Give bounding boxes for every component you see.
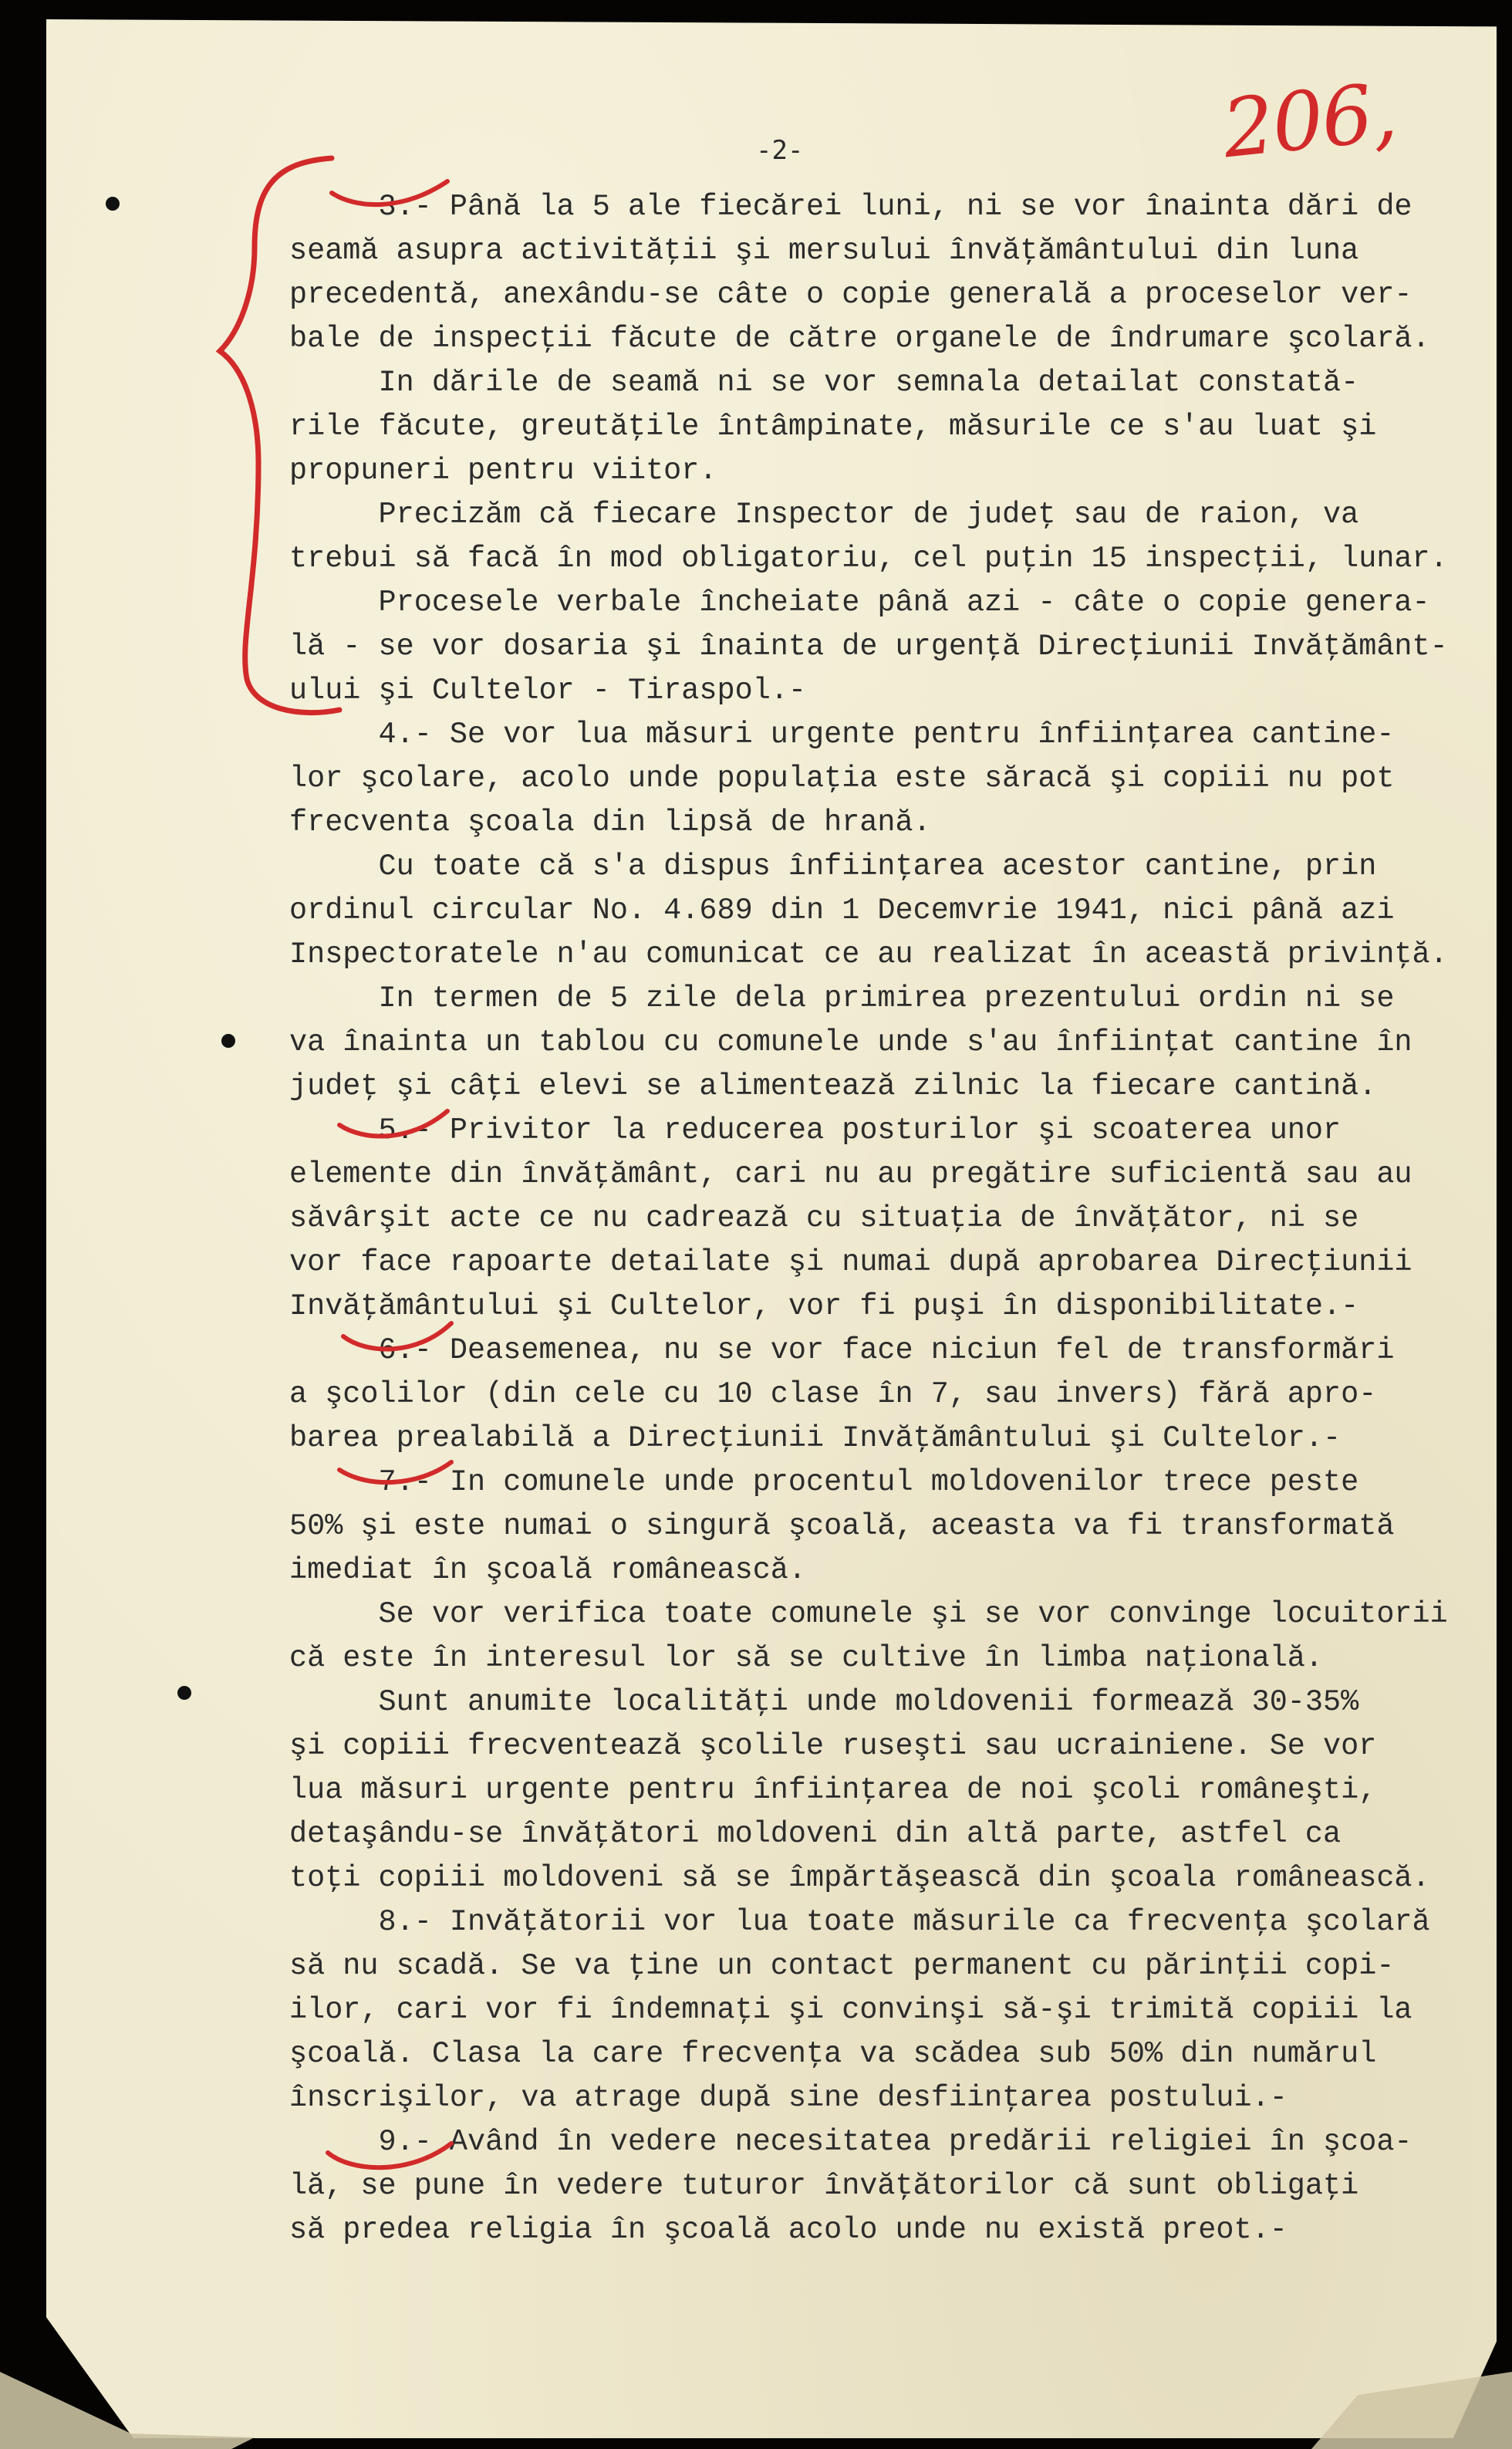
text-line: ilor, cari vor fi îndemnaţi şi convinşi să-şi trimită copiii la: [289, 1993, 1412, 2027]
text-line: 5.- Privitor la reducerea posturilor şi scoaterea unor: [289, 1113, 1342, 1147]
text-line: Cu toate că s'a dispus înfiinţarea acestor cantine, prin: [289, 850, 1377, 883]
text-line: va înainta un tablou cu comunele unde s'au înfiinţat cantine în: [289, 1025, 1412, 1059]
text-line: 3.- Până la 5 ale fiecărei luni, ni se vor înainta dări de: [289, 190, 1412, 224]
text-line: vor face rapoarte detailate şi numai după aprobarea Direcţiunii: [289, 1245, 1412, 1279]
text-line: şcoală. Clasa la care frecvenţa va scădea sub 50% din numărul: [289, 2037, 1377, 2071]
text-line: In termen de 5 zile dela primirea prezentului ordin ni se: [289, 981, 1395, 1015]
text-line: Procesele verbale încheiate până azi - câte o copie genera-: [289, 586, 1430, 620]
text-line: lua măsuri urgente pentru înfiinţarea de noi şcoli româneşti,: [289, 1773, 1377, 1807]
text-line: şi copiii frecventează şcolile ruseşti sau ucrainiene. Se vor: [289, 1729, 1377, 1763]
text-line: Invăţământului şi Cultelor, vor fi puşi în disponibilitate.-: [289, 1289, 1359, 1323]
text-line: ordinul circular No. 4.689 din 1 Decemvrie 1941, nici până azi: [289, 893, 1395, 927]
punch-hole: [221, 1034, 235, 1048]
punch-hole: [106, 197, 120, 211]
text-line: că este în interesul lor să se cultive în limba naţională.: [289, 1641, 1324, 1675]
text-line: judeţ şi câţi elevi se alimentează zilnic la fiecare cantină.: [289, 1069, 1377, 1103]
text-line: trebui să facă în mod obligatoriu, cel puţin 15 inspecţii, lunar.: [289, 542, 1448, 576]
text-line: Sunt anumite localităţi unde moldovenii formează 30-35%: [289, 1685, 1359, 1719]
punch-hole: [177, 1686, 191, 1700]
text-line: lă - se vor dosaria şi înainta de urgenţă Direcţiunii Invăţământ-: [289, 630, 1448, 664]
text-line: lă, se pune în vedere tuturor învăţătorilor că sunt obligaţi: [289, 2169, 1359, 2203]
text-line: bale de inspecţii făcute de către organele de îndrumare şcolară.: [289, 322, 1430, 356]
text-line: propuneri pentru viitor.: [289, 454, 717, 488]
text-line: detaşându-se învăţători moldoveni din altă parte, astfel ca: [289, 1817, 1342, 1851]
text-line: seamă asupra activităţii şi mersului învăţământului din luna: [289, 234, 1359, 268]
text-line: barea prealabilă a Direcţiunii Invăţământului şi Cultelor.-: [289, 1421, 1342, 1455]
text-line: să nu scadă. Se va ţine un contact permanent cu părinţii copi-: [289, 1949, 1395, 1983]
text-line: frecventa şcoala din lipsă de hrană.: [289, 806, 931, 839]
page-number: -2-: [756, 135, 804, 166]
text-line: 50% şi este numai o singură şcoală, aceasta va fi transformată: [289, 1509, 1395, 1543]
text-line: 9.- Având în vedere necesitatea predării religiei în şcoa-: [289, 2125, 1412, 2159]
archive-folio-number: 206,: [1218, 64, 1400, 177]
text-line: precedentă, anexându-se câte o copie generală a proceselor ver-: [289, 278, 1412, 312]
text-line: a şcolilor (din cele cu 10 clase în 7, sau invers) fără apro-: [289, 1377, 1377, 1411]
text-line: ului şi Cultelor - Tiraspol.-: [289, 674, 807, 708]
text-line: Inspectoratele n'au comunicat ce au realizat în această privinţă.: [289, 937, 1448, 971]
text-line: 8.- Invăţătorii vor lua toate măsurile ca frecvenţa şcolară: [289, 1905, 1430, 1939]
text-line: 6.- Deasemenea, nu se vor face niciun fel de transformări: [289, 1333, 1395, 1367]
text-line: 4.- Se vor lua măsuri urgente pentru înfiinţarea cantine-: [289, 718, 1395, 752]
text-line: rile făcute, greutăţile întâmpinate, măsurile ce s'au luat şi: [289, 410, 1377, 444]
text-line: înscrişilor, va atrage după sine desfiinţarea postului.-: [289, 2081, 1288, 2115]
text-line: Precizăm că fiecare Inspector de judeţ sau de raion, va: [289, 498, 1359, 532]
text-line: 7.- In comunele unde procentul moldovenilor trece peste: [289, 1465, 1359, 1499]
text-line: să predea religia în şcoală acolo unde nu există preot.-: [289, 2213, 1288, 2247]
text-line: lor şcolare, acolo unde populaţia este săracă şi copiii nu pot: [289, 762, 1395, 796]
document-body: [289, 185, 1477, 2252]
text-line: săvârşit acte ce nu cadrează cu situaţia de învăţător, ni se: [289, 1201, 1359, 1235]
text-line: imediat în şcoală românească.: [289, 1553, 807, 1587]
text-line: elemente din învăţământ, cari nu au pregătire suficientă sau au: [289, 1157, 1412, 1191]
text-line: Se vor verifica toate comunele şi se vor convinge locuitorii: [289, 1597, 1448, 1631]
text-line: In dările de seamă ni se vor semnala detailat constată-: [289, 366, 1359, 400]
text-line: toţi copiii moldoveni să se împărtăşească din şcoala românească.: [289, 1861, 1430, 1895]
